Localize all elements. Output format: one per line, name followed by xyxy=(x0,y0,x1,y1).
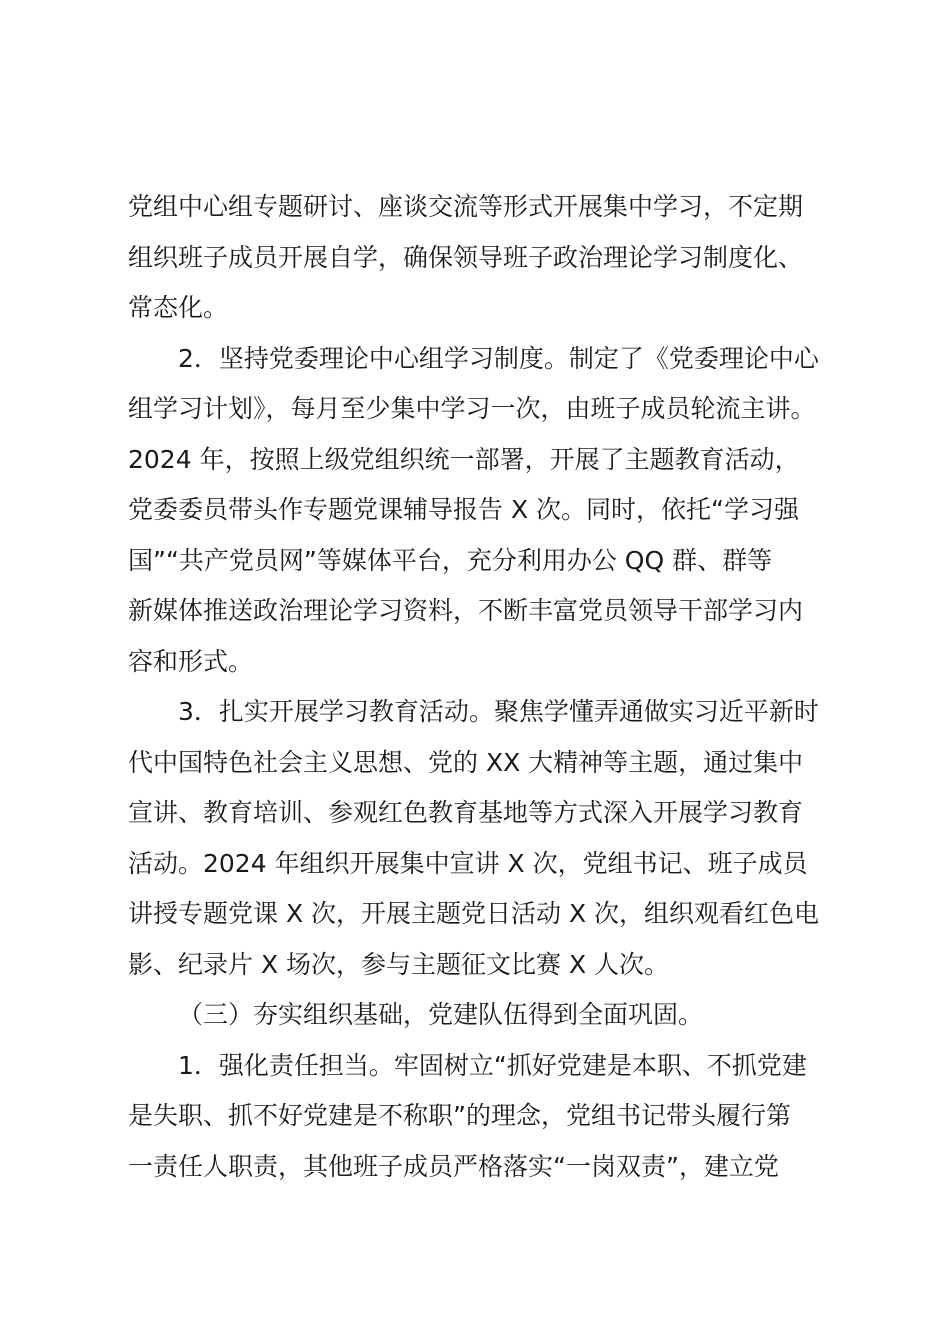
text-line-1: 党组中心组专题研讨、座谈交流等形式开展集中学习，不定期 xyxy=(128,192,804,221)
text-line-2: 组织班子成员开展自学，确保领导班子政治理论学习制度化、 xyxy=(128,242,804,272)
text-line-19: 是失职、抓不好党建是不称职”的理念，党组书记带头履行第 xyxy=(128,1101,791,1130)
section-heading: （三）夯实组织基础，党建队伍得到全面巩固。 xyxy=(178,1000,704,1029)
text-line-14: 活动。2024 年组织开展集中宣讲 X 次，党组书记、班子成员 xyxy=(128,848,808,878)
text-line-11: 3．扎实开展学习教育活动。聚焦学懂弄通做实习近平新时 xyxy=(178,697,819,726)
text-line-7: 党委委员带头作专题党课辅导报告 X 次。同时，依托“学习强 xyxy=(128,495,799,524)
text-line-15: 讲授专题党课 X 次，开展主题党日活动 X 次，组织观看红色电 xyxy=(128,899,820,928)
document-body xyxy=(128,182,828,1192)
text-line-5: 组学习计划》，每月至少集中学习一次，由班子成员轮流主讲。 xyxy=(128,394,816,423)
text-line-8: 国”“共产党员网”等媒体平台，充分利用办公 QQ 群、群等 xyxy=(128,545,773,575)
text-line-4: 2．坚持党委理论中心组学习制度。制定了《党委理论中心 xyxy=(178,343,819,373)
text-line-18: 1．强化责任担当。牢固树立“抓好党建是本职、不抓党建 xyxy=(178,1050,807,1080)
text-line-3: 常态化。 xyxy=(128,293,229,322)
text-line-6: 2024 年，按照上级党组织统一部署，开展了主题教育活动， xyxy=(128,444,800,474)
text-line-13: 宣讲、教育培训、参观红色教育基地等方式深入开展学习教育 xyxy=(128,798,804,827)
text-line-20: 一责任人职责，其他班子成员严格落实“一岗双责”，建立党 xyxy=(128,1151,779,1181)
text-line-16: 影、纪录片 X 场次，参与主题征文比赛 X 人次。 xyxy=(128,949,670,979)
text-line-9: 新媒体推送政治理论学习资料，不断丰富党员领导干部学习内 xyxy=(128,596,804,625)
text-line-12: 代中国特色社会主义思想、党的 XX 大精神等主题，通过集中 xyxy=(128,747,804,777)
text-line-10: 容和形式。 xyxy=(128,646,254,676)
